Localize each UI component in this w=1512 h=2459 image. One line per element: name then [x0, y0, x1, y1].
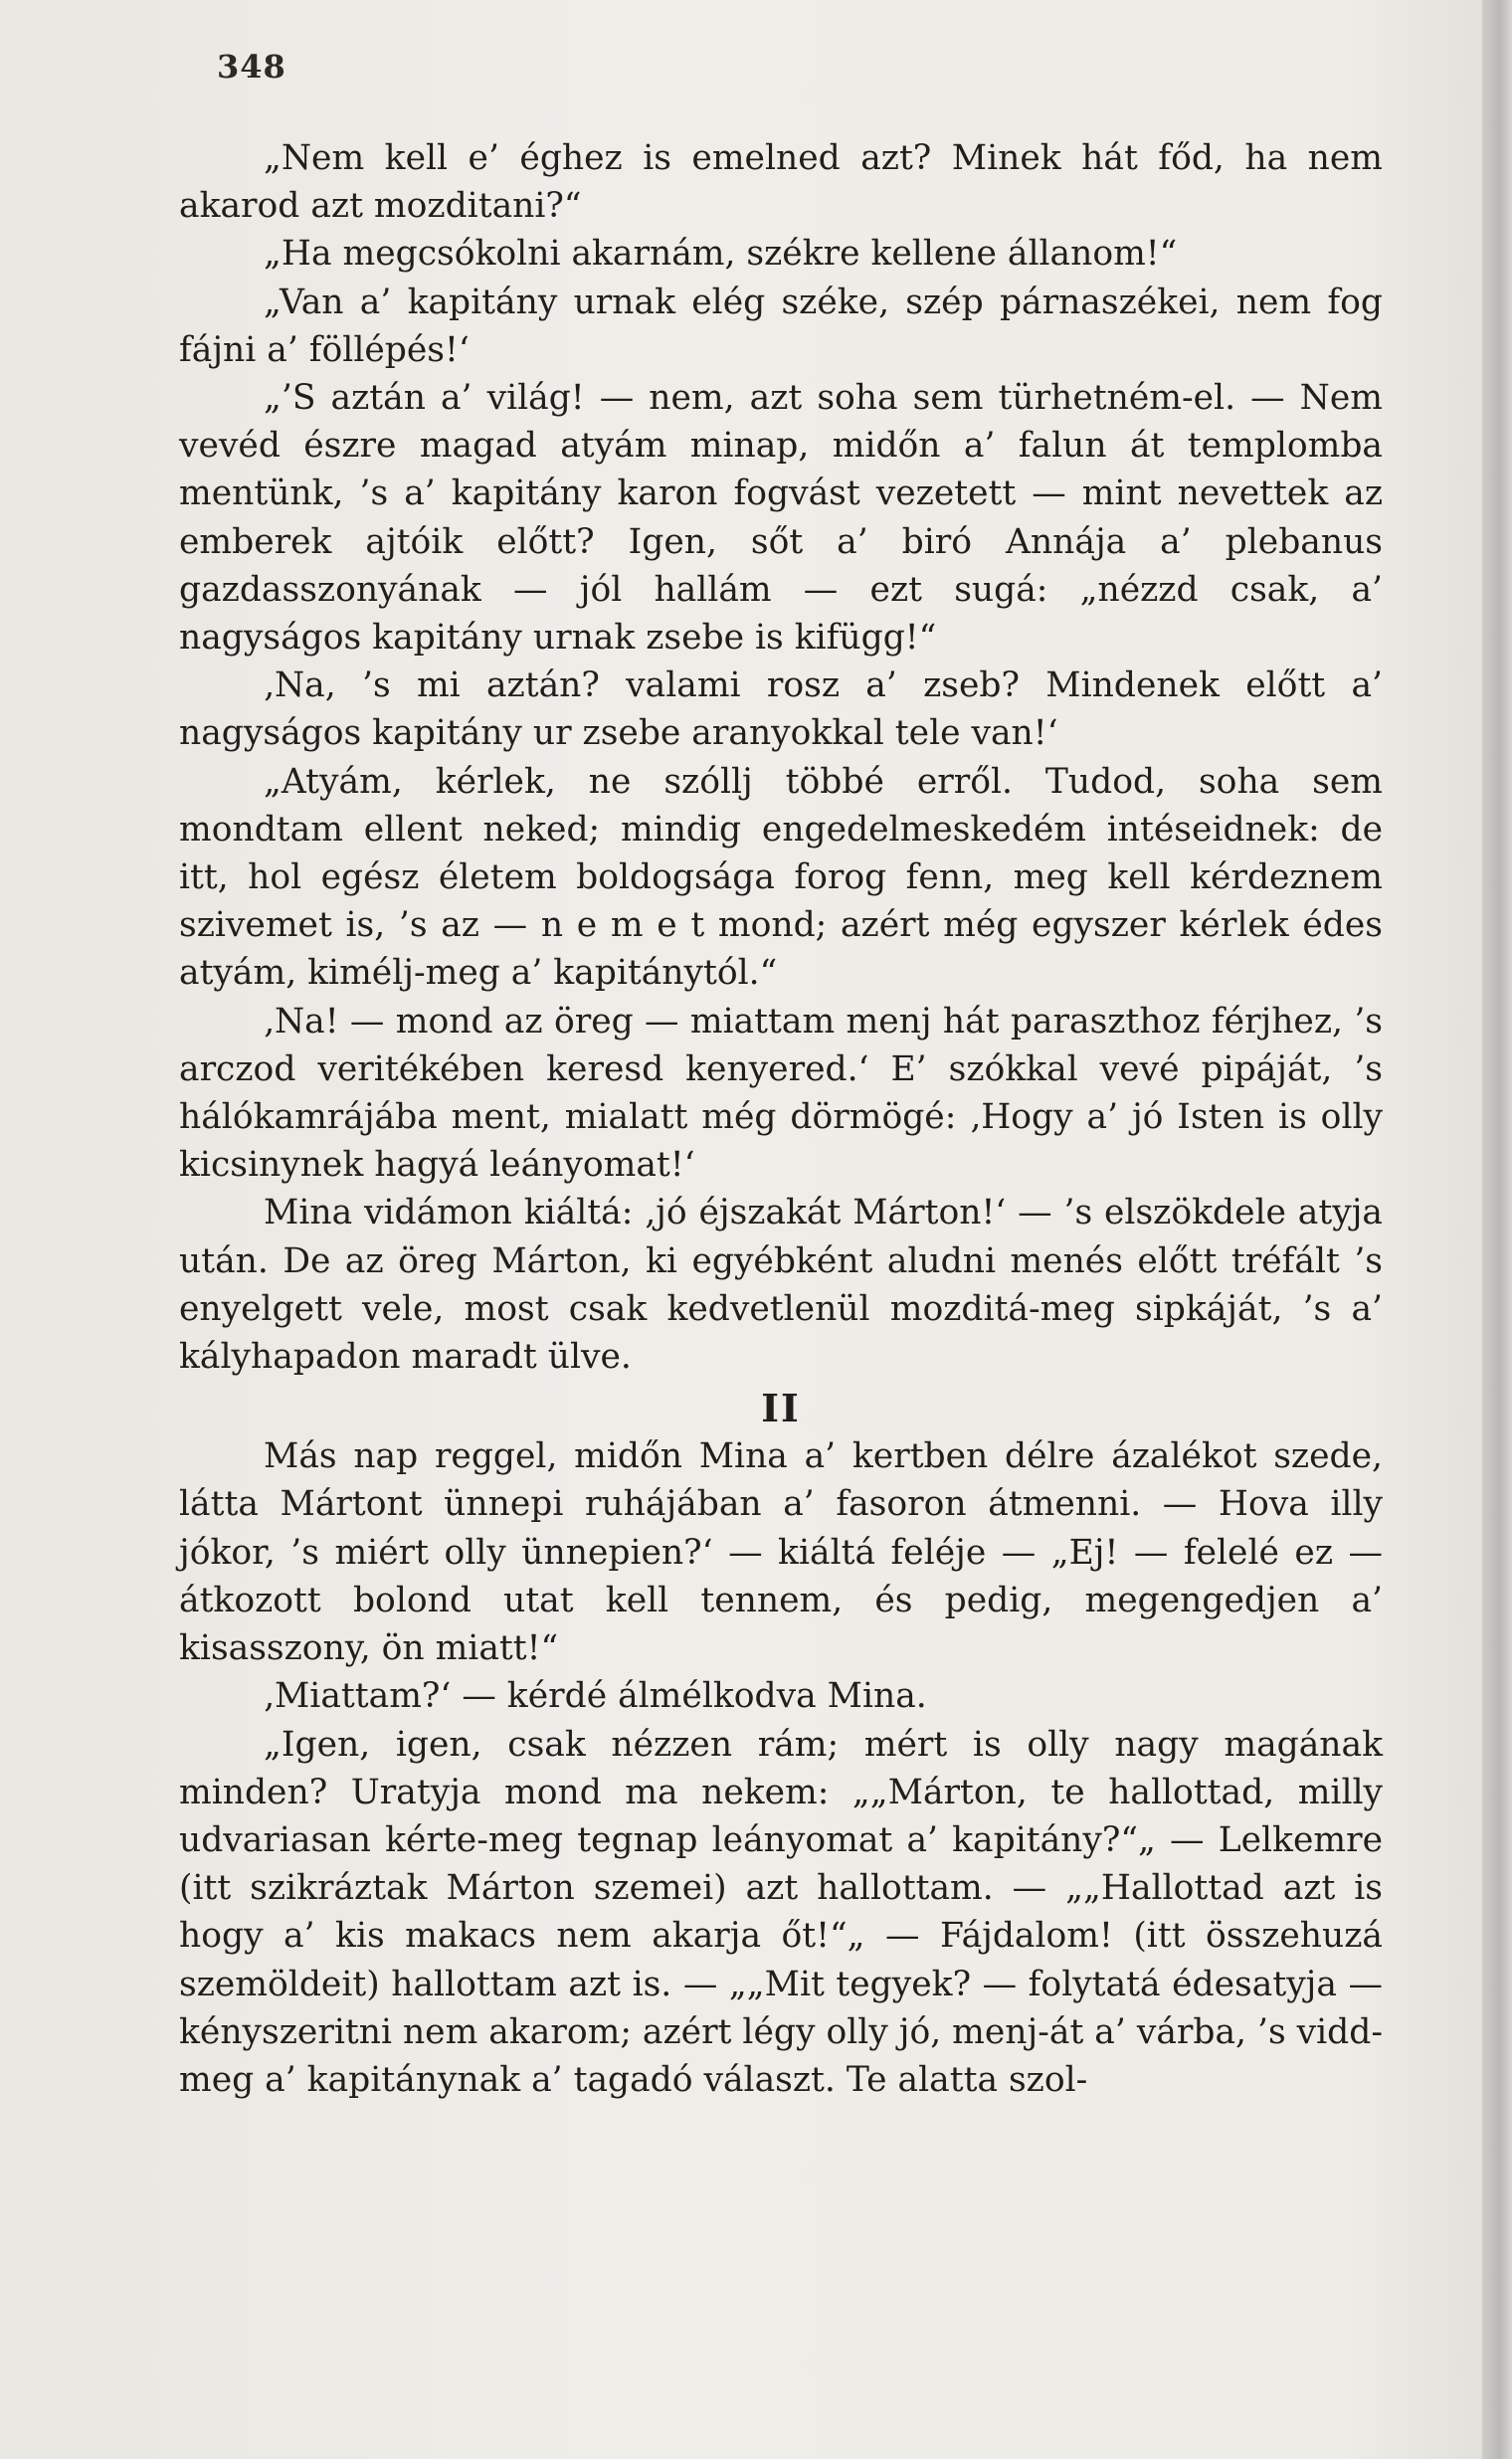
paragraph: „Atyám, kérlek, ne szóllj többé erről. Tudod, soha sem mondtam ellent neked; mindig engedelmeskedém intéseidnek: de itt, hol egész életem boldogsága forog fenn, meg kell kérdeznem szivemet is, ’s az — n e m e t mond; azért még egyszer kérlek édes atyám, kimélj-meg a’ kapitánytól.“ [179, 761, 1383, 994]
paragraph: „’S aztán a’ világ! — nem, azt soha sem türhetném-el. — Nem vevéd észre magad atyám minap, midőn a’ falun át templomba mentünk, ’s a’ kapitány karon fogvást vezetett — mint nevettek az emberek ajtóik előtt? Igen, sőt a’ biró Annája a’ plebanus gazdasszonyának — jól hallám — ezt sugá: „nézzd csak, a’ nagyságos kapitány urnak zsebe is kifügg!“ [179, 378, 1383, 659]
paragraph: „Van a’ kapitány urnak elég széke, szép párnaszékei, nem fog fájni a’ föllépés!‘ [179, 282, 1383, 370]
paragraph: Mina vidámon kiáltá: ‚jó éjszakát Márton!‘ — ’s elszökdele atyja után. De az öreg Márton, ki egyébként aludni menés előtt tréfált ’s enyelgett vele, most csak kedvetlenül mozditá-meg sipkáját, ’s a’ kályhapadon maradt ülve. [179, 1193, 1383, 1378]
body-text [179, 134, 1383, 2104]
paragraph: „Igen, igen, csak nézzen rám; mért is olly nagy magának minden? Uratyja mond ma nekem: „„Márton, te hallottad, milly udvariasan kérte-meg tegnap leányomat a’ kapitány?“„ — Lelkemre (itt szikráztak Márton szemei) azt hallottam. — „„Hallottad azt is hogy a’ kis makacs nem akarja őt!“„ — Fájdalom! (itt összehuzá szemöldeit) hallottam azt is. — „„Mit tegyek? — folytatá édesatyja — kényszeritni nem akarom; azért légy olly jó, menj-át a’ várba, ’s vidd-meg a’ kapitánynak a’ tagadó választ. Te alatta szol- [179, 1724, 1383, 2100]
paragraph: ‚Miattam?‘ — kérdé álmélkodva Mina. [264, 1676, 927, 1717]
page-number: 348 [217, 48, 286, 86]
paragraph: Más nap reggel, midőn Mina a’ kertben délre ázalékot szede, látta Mártont ünnepi ruhájában a’ fasoron átmenni. — Hova illy jókor, ’s miért olly ünnepien?‘ — kiáltá feléje — „Ej! — felelé ez — átkozott bolond utat kell tennem, és pedig, megengedjen a’ kisasszony, ön miatt!“ [179, 1436, 1383, 1669]
paragraph: „Ha megcsókolni akarnám, székre kellene állanom!“ [264, 234, 1178, 275]
paragraph: ‚Na! — mond az öreg — miattam menj hát paraszthoz férjhez, ’s arczod veritékében keresd kenyered.‘ E’ szókkal vevé pipáját, ’s hálókamrájába ment, mialatt még dörmögé: ‚Hogy a’ jó Isten is olly kicsinynek hagyá leányomat!‘ [179, 1001, 1383, 1186]
paragraph: „Nem kell e’ éghez is emelned azt? Minek hát főd, ha nem akarod azt mozditani?“ [179, 138, 1383, 227]
section-heading: II [761, 1386, 801, 1431]
book-spine-shadow [1482, 0, 1512, 2459]
paragraph: ‚Na, ’s mi aztán? valami rosz a’ zseb? Mindenek előtt a’ nagyságos kapitány ur zsebe aranyokkal tele van!‘ [179, 665, 1383, 754]
